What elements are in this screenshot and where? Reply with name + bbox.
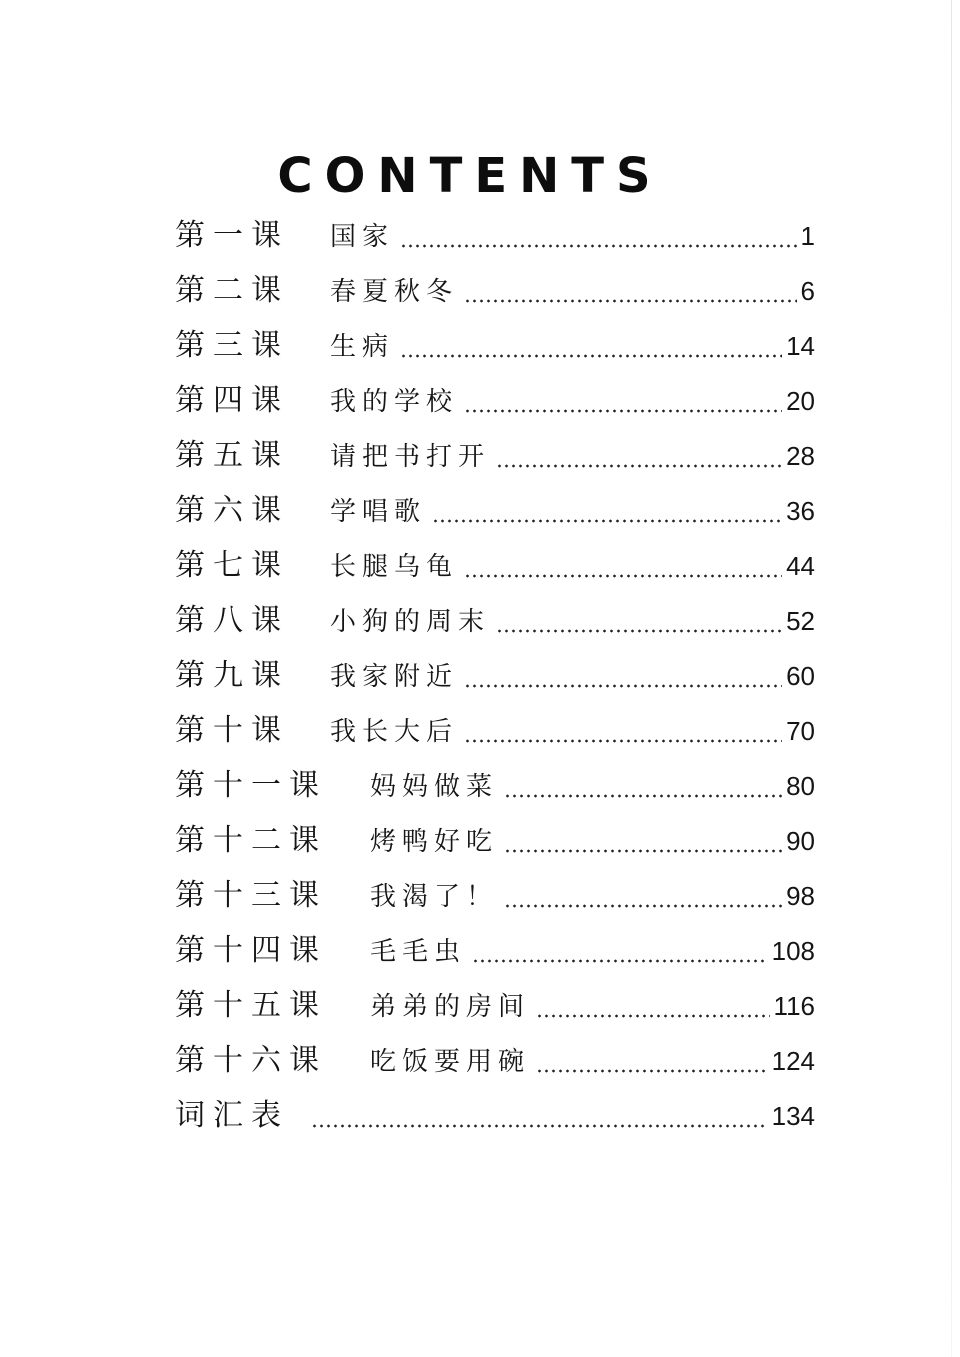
lesson-number: 第十三课 [175, 878, 327, 913]
dot-leader [464, 684, 782, 688]
dot-leader [536, 1014, 770, 1018]
page-number: 124 [771, 1046, 815, 1076]
dot-leader [464, 574, 782, 578]
dot-leader [472, 959, 768, 963]
lesson-number: 第六课 [175, 493, 289, 528]
lesson-title: 学唱歌 [330, 497, 427, 527]
dot-leader [464, 299, 797, 303]
page-number: 14 [786, 331, 815, 361]
lesson-number: 第五课 [175, 438, 289, 473]
scan-edge [951, 0, 952, 1357]
toc-entry-2[interactable] [175, 263, 815, 318]
lesson-number: 第八课 [175, 603, 289, 638]
lesson-number: 第九课 [175, 658, 289, 693]
dot-leader [400, 244, 797, 248]
toc-entry-4[interactable] [175, 373, 815, 428]
lesson-title: 国家 [330, 222, 395, 252]
toc-entry-10[interactable] [175, 703, 815, 758]
dot-leader [464, 409, 782, 413]
lesson-number: 第十二课 [175, 823, 327, 858]
page-number: 60 [786, 661, 815, 691]
page-number: 36 [786, 496, 815, 526]
page-number: 28 [786, 441, 815, 471]
page-number: 6 [800, 276, 815, 306]
lesson-title: 我长大后 [330, 717, 459, 747]
toc-entry-5[interactable] [175, 428, 815, 483]
lesson-title: 吃饭要用碗 [370, 1047, 531, 1077]
lesson-number: 第四课 [175, 383, 289, 418]
dot-leader [496, 629, 782, 633]
page-number: 20 [786, 386, 815, 416]
page-number: 116 [773, 991, 815, 1021]
lesson-title: 生病 [330, 332, 395, 362]
page-number: 44 [786, 551, 815, 581]
lesson-title: 春夏秋冬 [330, 277, 459, 307]
lesson-title: 弟弟的房间 [370, 992, 531, 1022]
toc-entry-glossary[interactable] [175, 1088, 815, 1143]
dot-leader [504, 904, 782, 908]
page-number: 80 [786, 771, 815, 801]
lesson-title: 请把书打开 [330, 442, 491, 472]
page-number: 90 [786, 826, 815, 856]
lesson-number: 第三课 [175, 328, 289, 363]
toc-entry-12[interactable] [175, 813, 815, 868]
table-of-contents [175, 208, 815, 1143]
dot-leader [311, 1124, 768, 1128]
toc-entry-14[interactable] [175, 923, 815, 978]
toc-entry-7[interactable] [175, 538, 815, 593]
page-number: 98 [786, 881, 815, 911]
page-number: 134 [771, 1101, 815, 1131]
lesson-title: 我渴了！ [370, 882, 499, 912]
lesson-title: 妈妈做菜 [370, 772, 499, 802]
toc-entry-8[interactable] [175, 593, 815, 648]
dot-leader [432, 519, 782, 523]
dot-leader [536, 1069, 768, 1073]
lesson-number: 第十四课 [175, 933, 327, 968]
dot-leader [400, 354, 782, 358]
lesson-title: 烤鸭好吃 [370, 827, 499, 857]
toc-entry-16[interactable] [175, 1033, 815, 1088]
dot-leader [496, 464, 782, 468]
toc-entry-6[interactable] [175, 483, 815, 538]
toc-entry-3[interactable] [175, 318, 815, 373]
lesson-number: 第十五课 [175, 988, 327, 1023]
dot-leader [504, 794, 782, 798]
lesson-title: 小狗的周末 [330, 607, 491, 637]
lesson-number: 第十六课 [175, 1043, 327, 1078]
glossary-label: 词汇表 [175, 1098, 289, 1133]
toc-entry-11[interactable] [175, 758, 815, 813]
lesson-number: 第二课 [175, 273, 289, 308]
lesson-title: 长腿乌龟 [330, 552, 459, 582]
toc-entry-13[interactable] [175, 868, 815, 923]
toc-entry-9[interactable] [175, 648, 815, 703]
page-title: CONTENTS [277, 148, 663, 205]
lesson-title: 我家附近 [330, 662, 459, 692]
lesson-title: 毛毛虫 [370, 937, 467, 967]
page-number: 70 [786, 716, 815, 746]
lesson-number: 第七课 [175, 548, 289, 583]
page-number: 1 [800, 221, 815, 251]
page-number: 108 [771, 936, 815, 966]
toc-entry-15[interactable] [175, 978, 815, 1033]
lesson-number: 第十一课 [175, 768, 327, 803]
toc-entry-1[interactable] [175, 208, 815, 263]
dot-leader [504, 849, 782, 853]
dot-leader [464, 739, 782, 743]
lesson-title: 我的学校 [330, 387, 459, 417]
lesson-number: 第一课 [175, 218, 289, 253]
page-number: 52 [786, 606, 815, 636]
lesson-number: 第十课 [175, 713, 289, 748]
